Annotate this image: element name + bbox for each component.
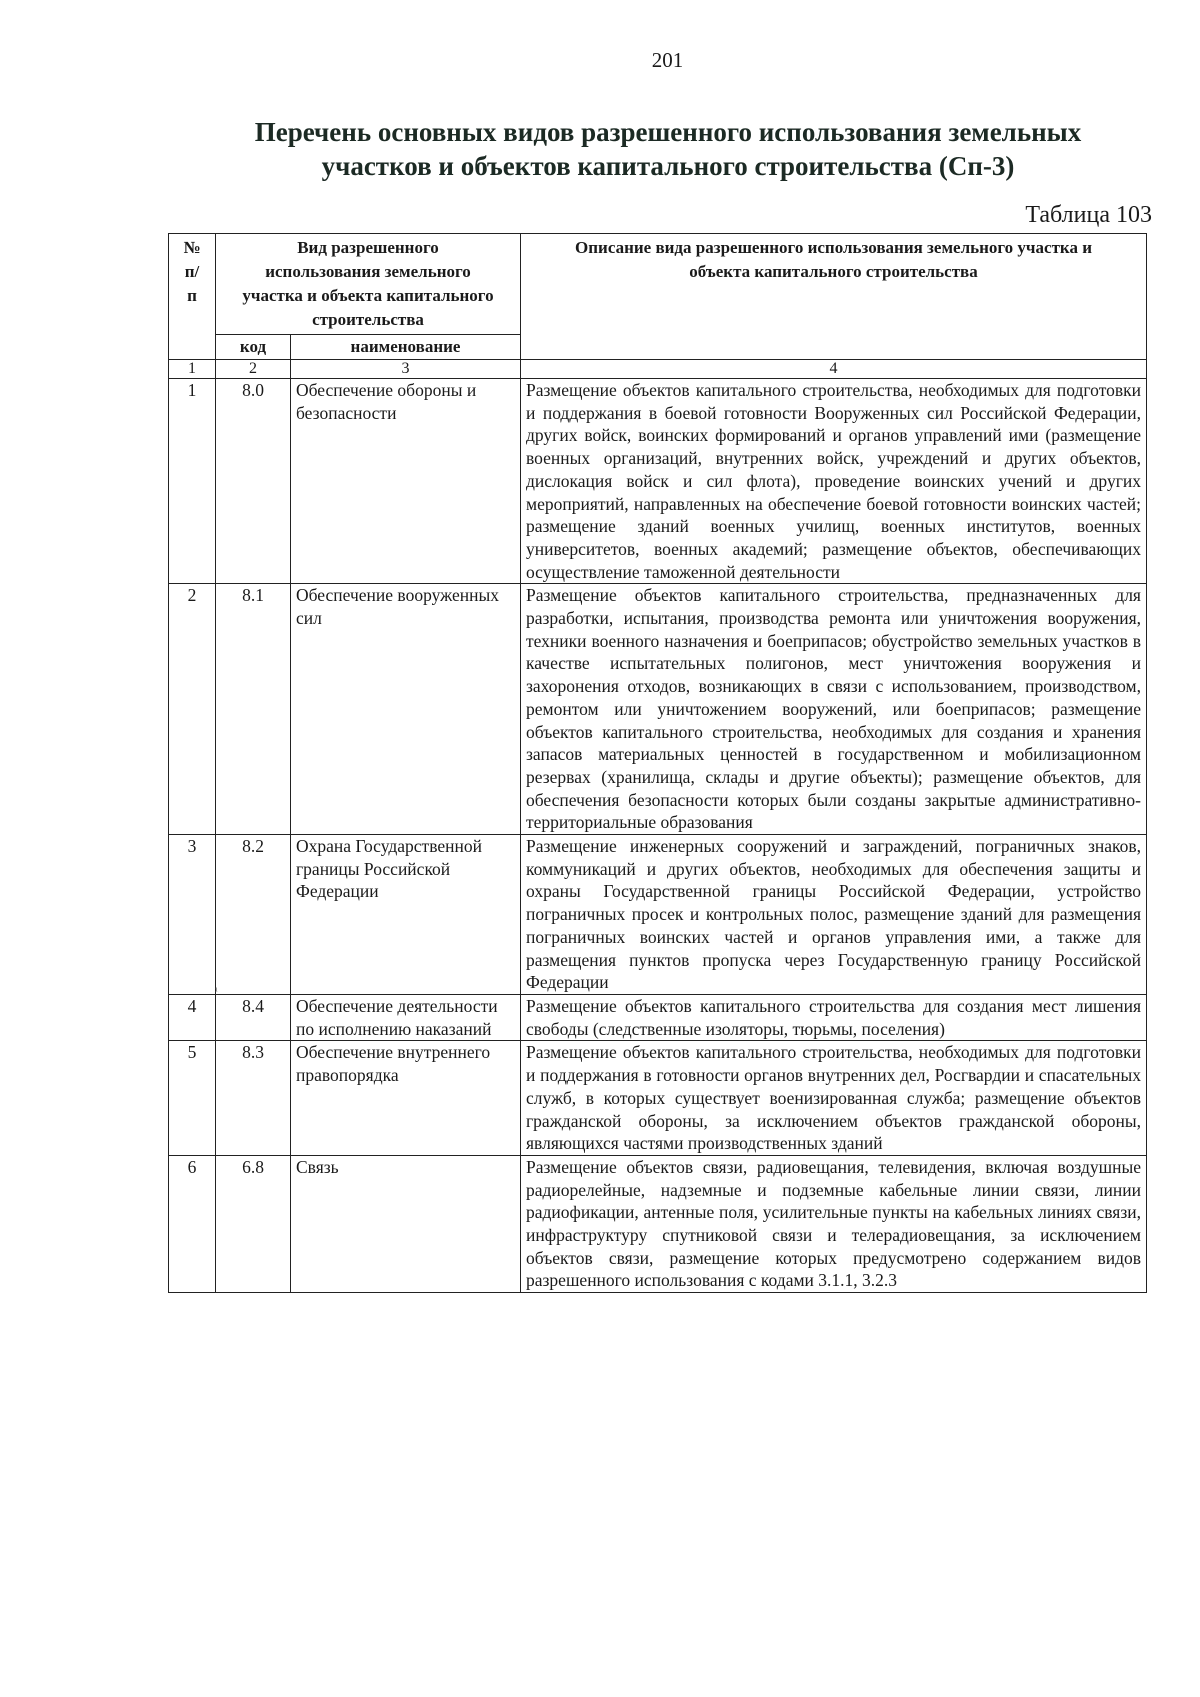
row-description: Размещение объектов капитального строительства, необходимых для подготовки и поддержания в боевой готовности Вооруженных сил Российской Федерации, других войск, воинских формирований и органов управлений ими (размещение военных организаций, внутренних войск, учреждений и других объектов, дислокация войск и сил флота), проведение воинских учений и других мероприятий, направленных на обеспечение боевой готовности воинских частей; размещение зданий военных училищ, военных институтов, военных университетов, военных академий; размещение объектов, обеспечивающих осуществление таможенной деятельности — [521, 379, 1147, 584]
row-name: Охрана Государственной границы Российской Федерации — [291, 835, 521, 995]
column-number: 2 — [216, 360, 291, 379]
row-description: Размещение объектов капитального строительства, предназначенных для разработки, испытания, производства ремонта или уничтожения вооружения, техники военного назначения и боеприпасов; обустройство земельных участков в качестве испытательных полигонов, мест уничтожения вооружения и захоронения отходов, возникающих в связи с использованием, производством, ремонтом или уничтожением вооружений, или боеприпасов; размещение объектов капитального строительства, необходимых для создания и хранения запасов материальных ценностей в государственном и мобилизационном резервах (хранилища, склады и другие объекты); размещение объектов, для обеспечения безопасности которых были созданы закрытые административно-территориальные образования — [521, 584, 1147, 835]
table-row — [169, 1041, 1147, 1156]
land-use-table — [168, 233, 1147, 1293]
row-code: 8.2 — [216, 835, 291, 995]
row-description: Размещение инженерных сооружений и заграждений, пограничных знаков, коммуникаций и других объектов, необходимых для обеспечения защиты и охраны Государственной границы Российской Федерации, устройство пограничных просек и контрольных полос, размещение зданий для размещения пограничных воинских частей и органов управления ими, а также для размещения пунктов пропуска через Государственную границу Российской Федерации — [521, 835, 1147, 995]
row-name: Связь — [291, 1155, 521, 1292]
row-description: Размещение объектов связи, радиовещания, телевидения, включая воздушные радиорелейные, надземные и подземные кабельные линии связи, линии радиофикации, антенные поля, усилительные пункты на кабельных линиях связи, инфраструктуру спутниковой связи и телерадиовещания, за исключением объектов связи, размещение которых предусмотрено содержанием видов разрешенного использования с кодами 3.1.1, 3.2.3 — [521, 1155, 1147, 1292]
document-title — [168, 115, 1168, 183]
column-number: 4 — [521, 360, 1147, 379]
header-code: код — [216, 335, 291, 360]
row-description: Размещение объектов капитального строительства, необходимых для подготовки и поддержания в готовности органов внутренних дел, Росгвардии и спасательных служб, в которых существует военизированная служба; размещение объектов гражданской обороны, за исключением объектов гражданской обороны, являющихся частями производственных зданий — [521, 1041, 1147, 1156]
row-name: Обеспечение обороны и безопасности — [291, 379, 521, 584]
header-kind: Вид разрешенного использования земельного участка и объекта капитального строительства — [216, 234, 521, 335]
document-title-line-2: участков и объектов капитального строительства (Сп-3) — [321, 151, 1015, 181]
row-code: 6.8 — [216, 1155, 291, 1292]
row-code: 8.4 — [216, 994, 291, 1040]
row-description: Размещение объектов капитального строительства для создания мест лишения свободы (следственные изоляторы, тюрьмы, поселения) — [521, 994, 1147, 1040]
row-code: 8.1 — [216, 584, 291, 835]
row-code: 8.0 — [216, 379, 291, 584]
table-row — [169, 379, 1147, 584]
row-number: 5 — [169, 1041, 216, 1156]
document-title-line-1: Перечень основных видов разрешенного использования земельных — [254, 117, 1082, 147]
row-number: 4 — [169, 994, 216, 1040]
table-caption: Таблица 103 — [1025, 202, 1152, 228]
column-number: 1 — [169, 360, 216, 379]
header-number: № п/п — [169, 234, 216, 360]
header-description: Описание вида разрешенного использования земельного участка и объекта капитального строительства — [521, 234, 1147, 360]
row-name: Обеспечение деятельности по исполнению наказаний — [291, 994, 521, 1040]
column-number: 3 — [291, 360, 521, 379]
table-row — [169, 584, 1147, 835]
row-code: 8.3 — [216, 1041, 291, 1156]
row-name: Обеспечение вооруженных сил — [291, 584, 521, 835]
table-row — [169, 1155, 1147, 1292]
row-name: Обеспечение внутреннего правопорядка — [291, 1041, 521, 1156]
column-number-row — [169, 360, 1147, 379]
scan-mark: ¹ — [215, 986, 218, 997]
table-body — [169, 360, 1147, 1293]
table-row — [169, 835, 1147, 995]
table-row — [169, 994, 1147, 1040]
row-number: 6 — [169, 1155, 216, 1292]
row-number: 1 — [169, 379, 216, 584]
row-number: 2 — [169, 584, 216, 835]
row-number: 3 — [169, 835, 216, 995]
page-number: 201 — [651, 48, 684, 72]
header-name: наименование — [291, 335, 521, 360]
